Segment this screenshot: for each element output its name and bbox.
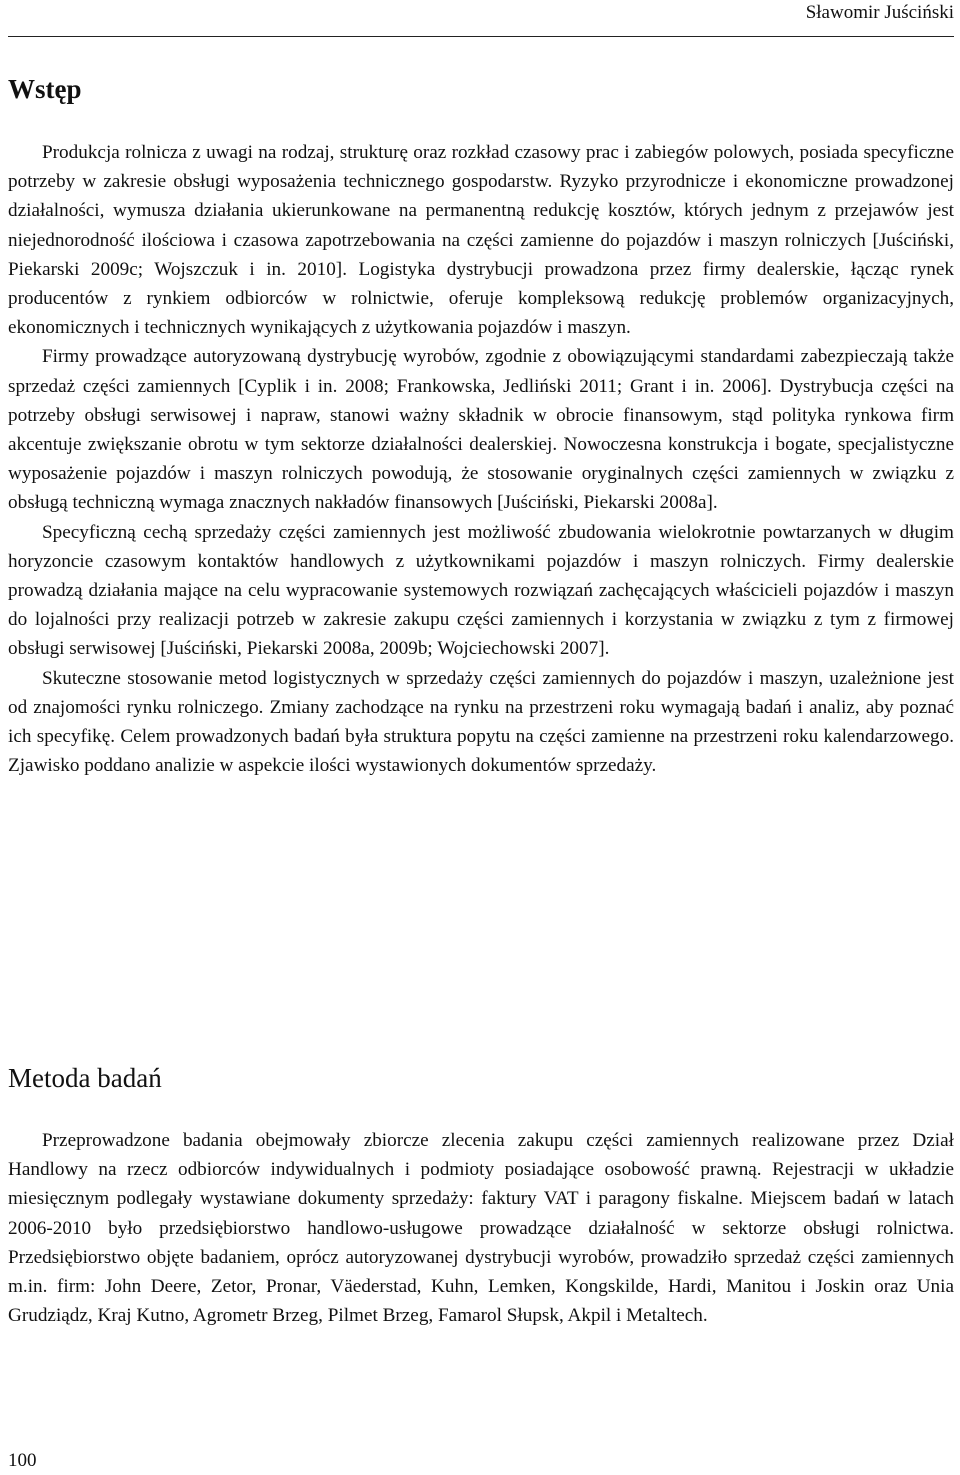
section-wstep-body <box>8 138 954 780</box>
paragraph: Przeprowadzone badania obejmowały zbiorcze zlecenia zakupu części zamiennych realizowane przez Dział Handlowy na rzecz odbiorców indywidualnych i podmioty posiadające osobowość prawną. Rejestracji w układzie miesięcznym podlegały wystawiane dokumenty sprzedaży: faktury VAT i paragony fiskalne. Miejscem badań w latach 2006-2010 było przedsiębiorstwo handlowo-usługowe prowadzące działalność w sektorze obsługi rolnictwa. Przedsiębiorstwo objęte badaniem, oprócz autoryzowanej dystrybucji wyrobów, prowadziło sprzedaż części zamiennych m.in. firm: John Deere, Zetor, Pronar, Väederstad, Kuhn, Lemken, Kongskilde, Hardi, Manitou i Joskin oraz Unia Grudziądz, Kraj Kutno, Agrometr Brzeg, Pilmet Brzeg, Famarol Słupsk, Akpil i Metaltech. <box>8 1130 954 1327</box>
paragraph: Firmy prowadzące autoryzowaną dystrybucję wyrobów, zgodnie z obowiązującymi standardami zabezpieczają także sprzedaż części zamiennych [Cyplik i in. 2008; Frankowska, Jedliński 2011; Grant i in. 2006]. Dystrybucja części na potrzeby obsługi serwisowej i napraw, stanowi ważny składnik w obrocie finansowym, stąd polityka rynkowa firm akcentuje zwiększanie obrotu w tym sektorze działalności dealerskiej. Nowoczesna konstrukcja i bogate, specjalistyczne wyposażenie pojazdów i maszyn rolniczych powodują, że stosowanie oryginalnych części zamiennych w związku z obsługą techniczną wymaga znacznych nakładów finansowych [Juściński, Piekarski 2008a]. <box>8 346 954 514</box>
running-header-author: Sławomir Juściński <box>805 2 954 23</box>
paragraph: Produkcja rolnicza z uwagi na rodzaj, strukturę oraz rozkład czasowy prac i zabiegów polowych, posiada specyficzne potrzeby w zakresie obsługi wyposażenia technicznego gospodarstw. Ryzyko przyrodnicze i ekonomiczne prowadzonej działalności, wymusza działania ukierunkowane na permanentną redukcję kosztów, których jednym z przejawów jest niejednorodność ilościowa i czasowa zapotrzebowania na części zamienne do pojazdów i maszyn rolniczych [Juściński, Piekarski 2009c; Wojszczuk i in. 2010]. Logistyka dystrybucji prowadzona przez firmy dealerskie, łącząc rynek producentów z rynkiem odbiorców w rolnictwie, oferuje kompleksową redukcję problemów organizacyjnych, ekonomicznych i technicznych wynikających z użytkowania pojazdów i maszyn. <box>8 142 954 339</box>
section-heading-metoda-badan: Metoda badań <box>8 1063 162 1093</box>
paragraph: Specyficzną cechą sprzedaży części zamiennych jest możliwość zbudowania wielokrotnie powtarzanych w długim horyzoncie czasowym kontaktów handlowych z użytkownikami pojazdów i maszyn rolniczych. Firmy dealerskie prowadzą działania mające na celu wypracowanie systemowych rozwiązań zachęcających właścicieli pojazdów i maszyn do lojalności przy realizacji potrzeb w zakresie zakupu części zamiennych i korzystania w związku z tym z firmowej obsługi serwisowej [Juściński, Piekarski 2008a, 2009b; Wojciechowski 2007]. <box>8 521 954 660</box>
header-rule <box>8 36 954 37</box>
section-heading-wstep: Wstęp <box>8 74 82 104</box>
paragraph: Skuteczne stosowanie metod logistycznych w sprzedaży części zamiennych do pojazdów i maszyn, uzależnione jest od znajomości rynku rolniczego. Zmiany zachodzące na rynku na przestrzeni roku wymagają badań i analiz, aby poznać ich specyfikę. Celem prowadzonych badań była struktura popytu na części zamienne na przestrzeni roku kalendarzowego. Zjawisko poddano analizie w aspekcie ilości wystawionych dokumentów sprzedaży. <box>8 667 954 777</box>
section-metoda-badan-body <box>8 1126 954 1330</box>
page-number: 100 <box>8 1450 37 1471</box>
